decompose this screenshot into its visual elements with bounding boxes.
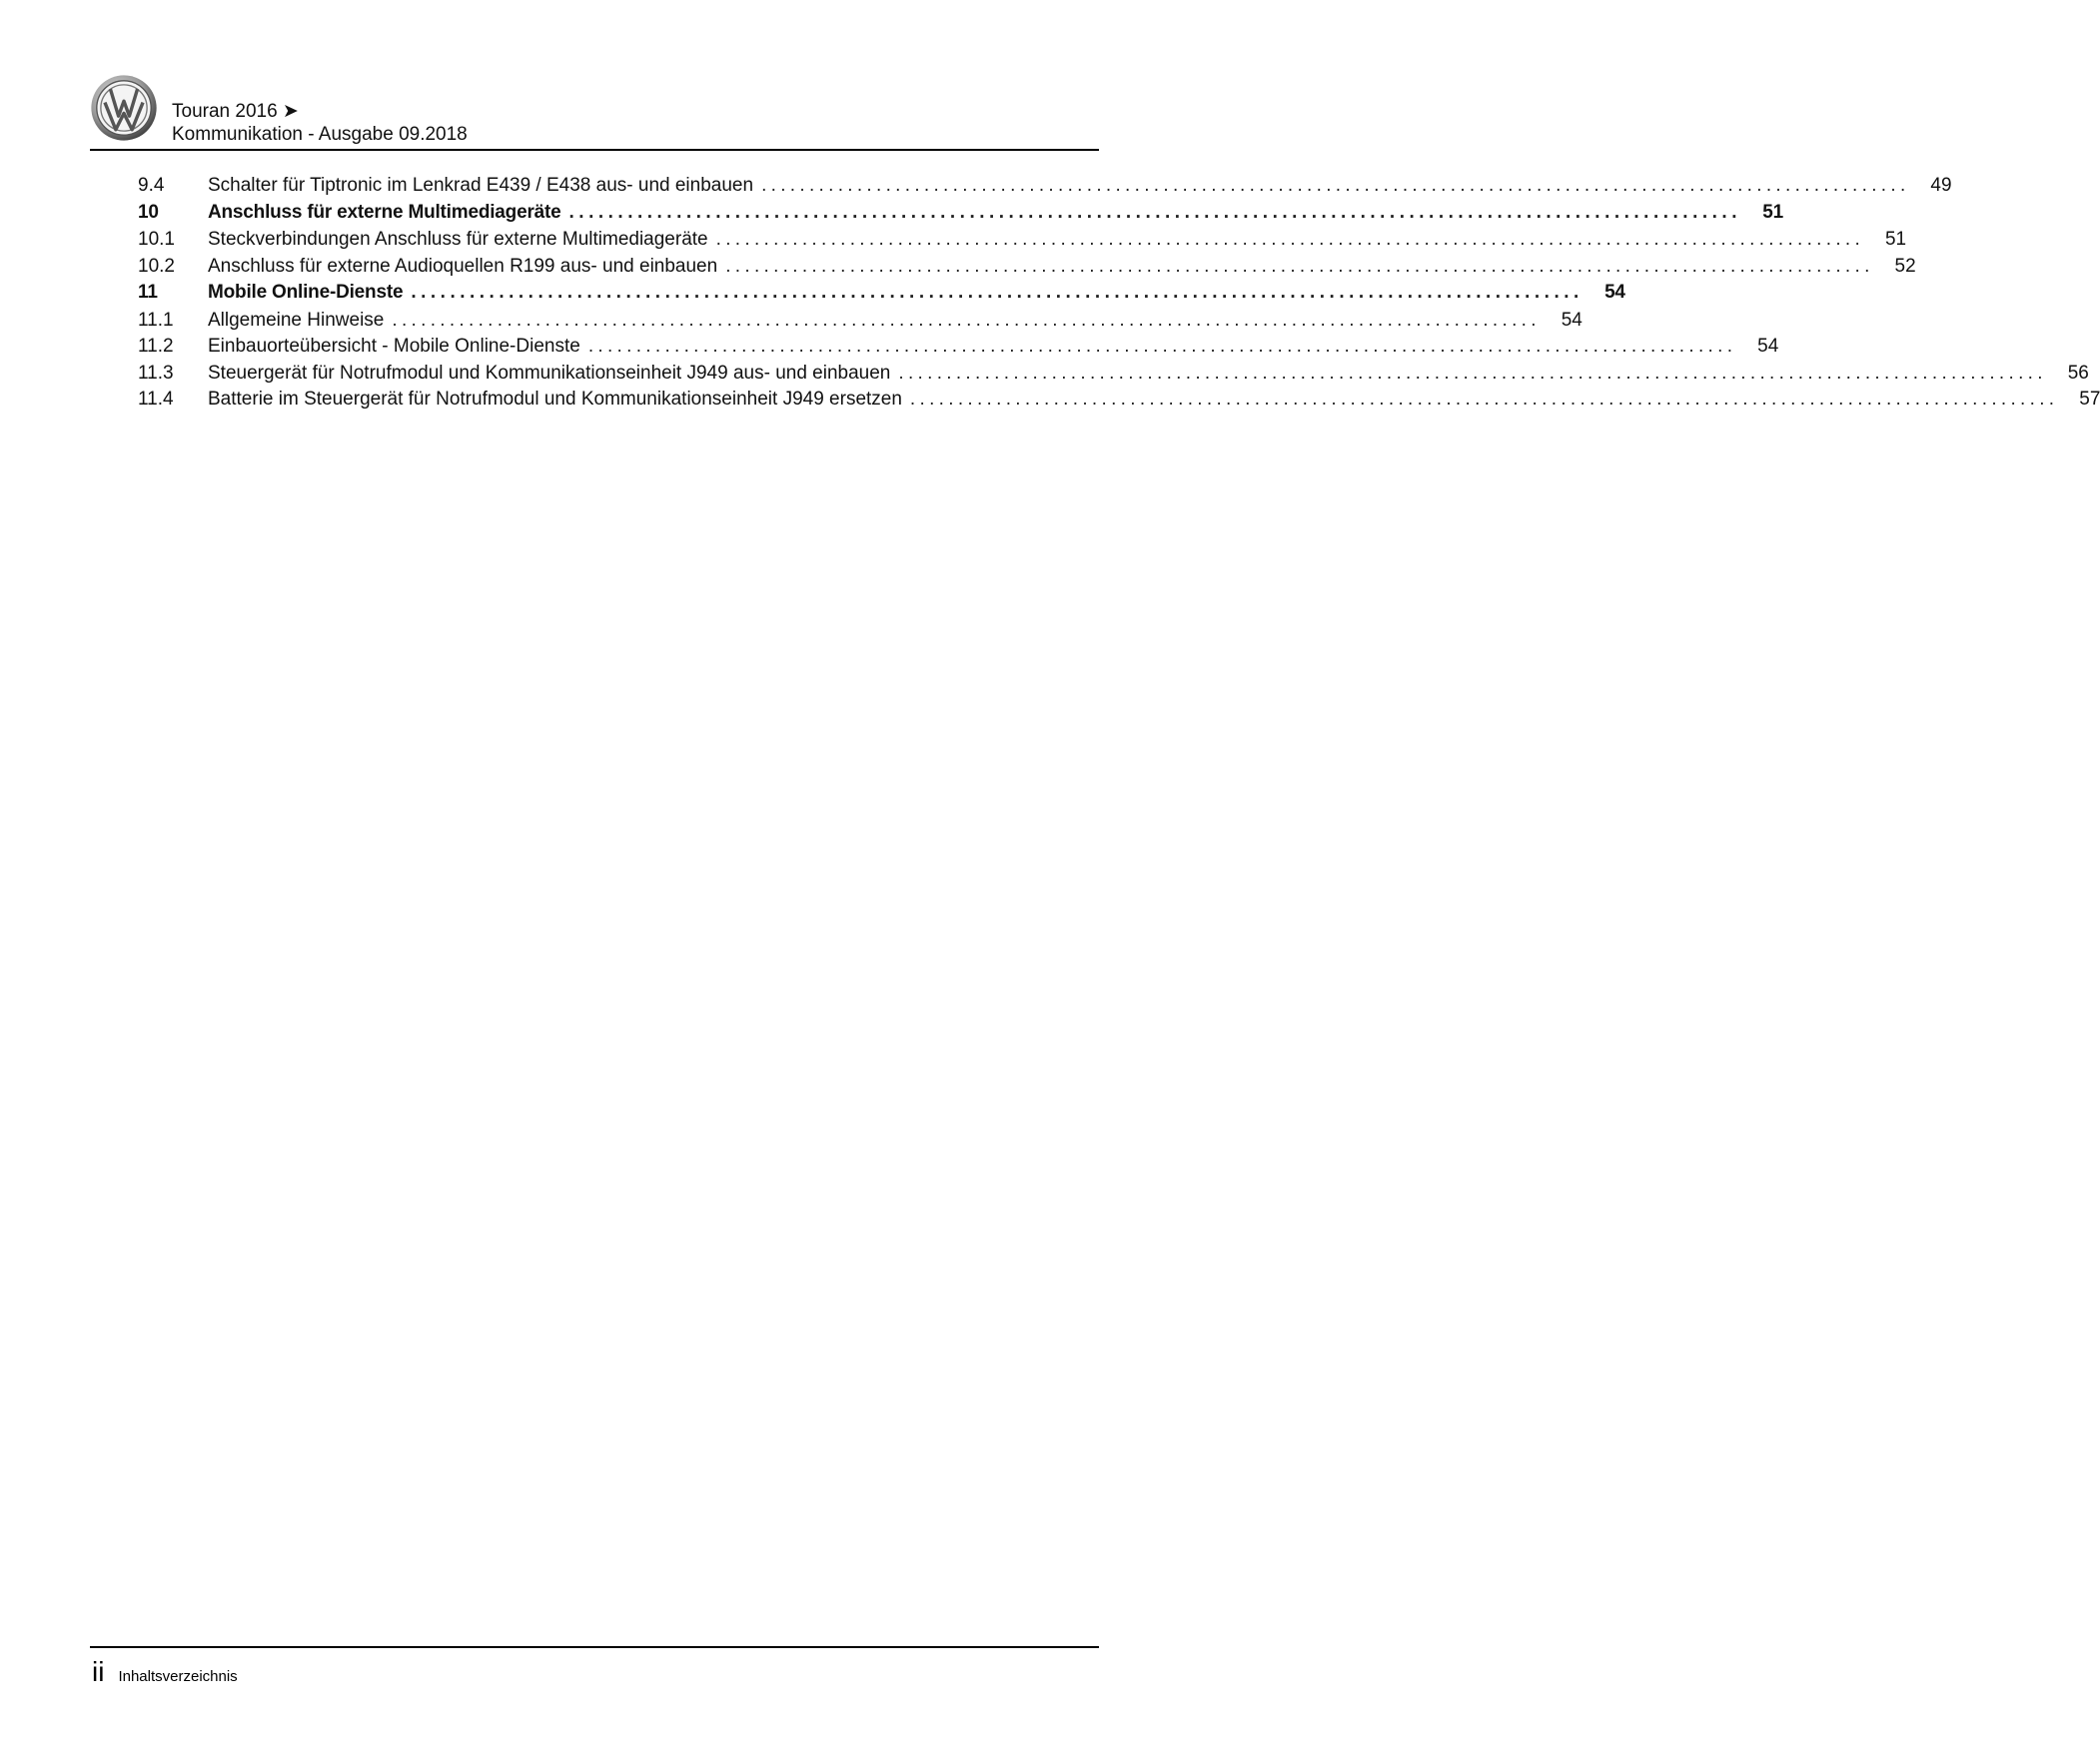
toc-leader-dots: ........................................................................................................................ xyxy=(715,229,1865,250)
toc-entry[interactable] xyxy=(138,282,1625,310)
toc-entry[interactable] xyxy=(138,309,1582,337)
header-model: Touran 2016 ➤ xyxy=(172,101,299,122)
toc-entry-number: 10 xyxy=(138,201,159,223)
toc-entry[interactable] xyxy=(138,255,1916,283)
toc-entry-page: 54 xyxy=(1757,336,1779,357)
toc-entry[interactable] xyxy=(138,229,1907,256)
toc-entry-title: Steuergerät für Notrufmodul und Kommunikationseinheit J949 aus- und einbauen xyxy=(208,362,891,384)
toc-entry-title: Anschluss für externe Audioquellen R199 aus- und einbauen xyxy=(208,255,718,277)
toc-entry[interactable] xyxy=(138,201,1783,230)
toc-entry-number: 11.3 xyxy=(138,362,174,384)
toc-entry-title: Allgemeine Hinweise xyxy=(208,309,385,331)
toc-entry-title: Steckverbindungen Anschluss für externe Multimediageräte xyxy=(208,229,708,250)
toc-leader-dots: ........................................................................................................................ xyxy=(725,255,1874,277)
toc-entry-number: 11 xyxy=(138,282,158,303)
toc-entry[interactable] xyxy=(138,362,2089,390)
toc-entry-page: 51 xyxy=(1884,229,1907,250)
toc-entry-page: 51 xyxy=(1762,201,1783,223)
toc-entry-number: 10.2 xyxy=(138,255,175,277)
toc-leader-dots: ........................................................................................................................ xyxy=(909,389,2059,410)
toc-entry-page: 54 xyxy=(1561,309,1582,331)
page-header xyxy=(90,70,1099,150)
toc-entry[interactable] xyxy=(138,336,1779,363)
toc-entry-title: Schalter für Tiptronic im Lenkrad E439 / E438 aus- und einbauen xyxy=(208,175,754,196)
footer-divider xyxy=(90,1646,1099,1648)
toc-leader-dots: ........................................................................................................................ xyxy=(568,201,1741,223)
toc-entry-title: Anschluss für externe Multimediageräte xyxy=(208,201,561,223)
toc-leader-dots: ........................................................................................................................ xyxy=(587,336,1737,357)
toc-leader-dots: ........................................................................................................................ xyxy=(392,309,1541,331)
toc-entry-page: 56 xyxy=(2067,362,2089,384)
toc-entry-title: Batterie im Steuergerät für Notrufmodul und Kommunikationseinheit J949 ersetzen xyxy=(208,389,902,410)
toc-leader-dots: ........................................................................................................................ xyxy=(761,175,1910,196)
toc-leader-dots: ........................................................................................................................ xyxy=(898,362,2047,384)
header-divider xyxy=(90,149,1099,151)
toc-entry-number: 11.2 xyxy=(138,336,174,357)
toc-entry-number: 10.1 xyxy=(138,229,175,250)
toc-entry-page: 57 xyxy=(2079,389,2100,410)
toc-entry-page: 52 xyxy=(1894,255,1916,277)
toc-leader-dots: ........................................................................................................................ xyxy=(411,282,1583,303)
vw-logo-icon xyxy=(90,74,158,142)
table-of-contents xyxy=(138,175,2100,416)
toc-entry[interactable] xyxy=(138,389,2100,416)
toc-entry-title: Mobile Online-Dienste xyxy=(208,282,404,303)
page-footer xyxy=(92,1656,238,1688)
toc-entry-title: Einbauorteübersicht - Mobile Online-Dienste xyxy=(208,336,580,357)
footer-label: Inhaltsverzeichnis xyxy=(118,1668,238,1685)
toc-entry[interactable] xyxy=(138,175,1952,202)
toc-entry-page: 49 xyxy=(1930,175,1952,196)
header-text xyxy=(172,100,468,146)
toc-entry-number: 11.4 xyxy=(138,389,174,410)
header-subtitle: Kommunikation - Ausgabe 09.2018 xyxy=(172,124,468,145)
toc-entry-page: 54 xyxy=(1604,282,1625,303)
toc-entry-number: 11.1 xyxy=(138,309,174,331)
footer-page-number: ii xyxy=(92,1656,105,1687)
toc-entry-number: 9.4 xyxy=(138,175,165,196)
